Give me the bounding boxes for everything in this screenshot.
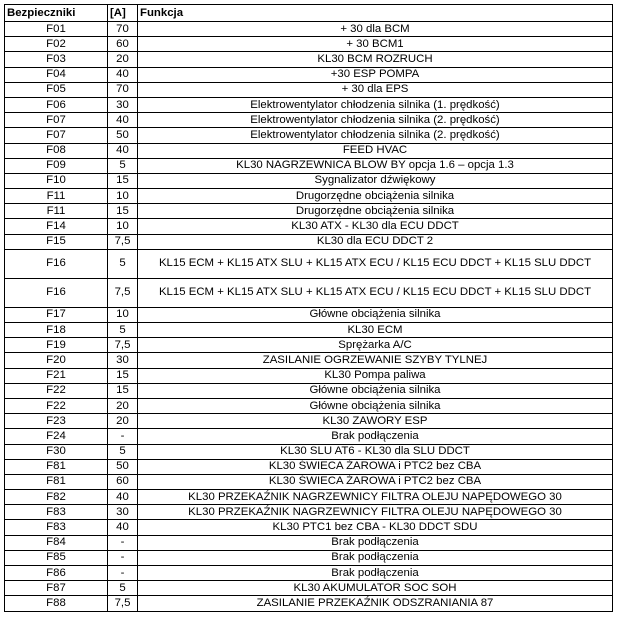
table-row: [5, 67, 613, 82]
table-row: [5, 82, 613, 97]
table-row: [5, 581, 613, 596]
fuse-cell: F04: [5, 67, 108, 82]
fuse-cell: F16: [5, 249, 108, 278]
fuse-cell: F85: [5, 550, 108, 565]
function-cell: Elektrowentylator chłodzenia silnika (1. prędkość): [138, 97, 613, 112]
table-row: [5, 596, 613, 611]
fuse-cell: F86: [5, 566, 108, 581]
function-cell: + 30 dla BCM: [138, 22, 613, 37]
fuse-cell: F11: [5, 204, 108, 219]
fuse-cell: F22: [5, 398, 108, 413]
table-row: [5, 278, 613, 307]
function-cell: + 30 dla EPS: [138, 82, 613, 97]
amp-cell: 5: [108, 581, 138, 596]
amp-cell: 50: [108, 459, 138, 474]
function-cell: KL30 Pompa paliwa: [138, 368, 613, 383]
table-row: [5, 566, 613, 581]
fuse-cell: F08: [5, 143, 108, 158]
function-cell: Główne obciążenia silnika: [138, 307, 613, 322]
table-row: [5, 307, 613, 322]
fuse-cell: F30: [5, 444, 108, 459]
amp-cell: 20: [108, 398, 138, 413]
table-row: [5, 22, 613, 37]
function-cell: KL15 ECM + KL15 ATX SLU + KL15 ATX ECU / KL15 ECU DDCT + KL15 SLU DDCT: [138, 249, 613, 278]
amp-cell: 40: [108, 113, 138, 128]
fuse-cell: F20: [5, 353, 108, 368]
amp-cell: -: [108, 550, 138, 565]
table-row: [5, 219, 613, 234]
table-row: [5, 490, 613, 505]
function-cell: Sprężarka A/C: [138, 338, 613, 353]
amp-cell: 7,5: [108, 596, 138, 611]
fuse-cell: F06: [5, 97, 108, 112]
table-row: [5, 52, 613, 67]
table-row: [5, 429, 613, 444]
fuse-cell: F81: [5, 474, 108, 489]
fuse-cell: F87: [5, 581, 108, 596]
table-row: [5, 474, 613, 489]
amp-cell: 40: [108, 143, 138, 158]
table-row: [5, 128, 613, 143]
amp-cell: 7,5: [108, 234, 138, 249]
function-cell: Elektrowentylator chłodzenia silnika (2. prędkość): [138, 128, 613, 143]
amp-cell: 60: [108, 37, 138, 52]
fuse-cell: F02: [5, 37, 108, 52]
fuse-cell: F03: [5, 52, 108, 67]
amp-cell: 10: [108, 219, 138, 234]
amp-cell: -: [108, 535, 138, 550]
fuse-cell: F17: [5, 307, 108, 322]
table-row: [5, 204, 613, 219]
table-row: [5, 383, 613, 398]
fuse-cell: F16: [5, 278, 108, 307]
table-row: [5, 550, 613, 565]
fuse-cell: F01: [5, 22, 108, 37]
fuse-cell: F24: [5, 429, 108, 444]
function-cell: KL30 PRZEKAŹNIK NAGRZEWNICY FILTRA OLEJU NAPĘDOWEGO 30: [138, 505, 613, 520]
fuse-cell: F07: [5, 113, 108, 128]
amp-cell: 70: [108, 82, 138, 97]
fuse-cell: F21: [5, 368, 108, 383]
amp-cell: 40: [108, 67, 138, 82]
fuse-cell: F84: [5, 535, 108, 550]
function-cell: Drugorzędne obciążenia silnika: [138, 204, 613, 219]
amp-cell: -: [108, 429, 138, 444]
amp-cell: 15: [108, 173, 138, 188]
fuse-cell: F14: [5, 219, 108, 234]
table-row: [5, 173, 613, 188]
table-row: [5, 520, 613, 535]
table-row: [5, 535, 613, 550]
function-cell: KL30 ŚWIECA ŻAROWA i PTC2 bez CBA: [138, 474, 613, 489]
function-cell: KL30 PTC1 bez CBA - KL30 DDCT SDU: [138, 520, 613, 535]
table-row: [5, 338, 613, 353]
table-row: [5, 353, 613, 368]
amp-cell: 5: [108, 323, 138, 338]
function-cell: KL30 dla ECU DDCT 2: [138, 234, 613, 249]
function-cell: Brak podłączenia: [138, 429, 613, 444]
amp-cell: 50: [108, 128, 138, 143]
fuse-cell: F83: [5, 505, 108, 520]
function-cell: Główne obciążenia silnika: [138, 383, 613, 398]
table-row: [5, 234, 613, 249]
fuse-cell: F81: [5, 459, 108, 474]
fuse-cell: F09: [5, 158, 108, 173]
amp-cell: 5: [108, 444, 138, 459]
amp-cell: 40: [108, 490, 138, 505]
amp-cell: 30: [108, 505, 138, 520]
amp-cell: 10: [108, 189, 138, 204]
header-function: Funkcja: [138, 5, 613, 22]
fuse-cell: F07: [5, 128, 108, 143]
fuse-table: [4, 4, 613, 612]
table-row: [5, 398, 613, 413]
amp-cell: 5: [108, 249, 138, 278]
fuse-cell: F05: [5, 82, 108, 97]
function-cell: + 30 BCM1: [138, 37, 613, 52]
function-cell: ZASILANIE PRZEKAŹNIK ODSZRANIANIA 87: [138, 596, 613, 611]
amp-cell: 7,5: [108, 278, 138, 307]
table-row: [5, 444, 613, 459]
table-row: [5, 143, 613, 158]
table-row: [5, 505, 613, 520]
amp-cell: 15: [108, 383, 138, 398]
amp-cell: 60: [108, 474, 138, 489]
fuse-cell: F18: [5, 323, 108, 338]
function-cell: KL30 ŚWIECA ŻAROWA i PTC2 bez CBA: [138, 459, 613, 474]
header-amp: [A]: [108, 5, 138, 22]
amp-cell: -: [108, 566, 138, 581]
amp-cell: 30: [108, 353, 138, 368]
function-cell: KL30 ZAWORY ESP: [138, 414, 613, 429]
table-row: [5, 249, 613, 278]
header-fuse: Bezpieczniki: [5, 5, 108, 22]
table-row: [5, 459, 613, 474]
function-cell: Brak podłączenia: [138, 550, 613, 565]
function-cell: Brak podłączenia: [138, 535, 613, 550]
fuse-cell: F23: [5, 414, 108, 429]
function-cell: Główne obciążenia silnika: [138, 398, 613, 413]
function-cell: KL30 AKUMULATOR SOC SOH: [138, 581, 613, 596]
function-cell: Elektrowentylator chłodzenia silnika (2. prędkość): [138, 113, 613, 128]
function-cell: KL15 ECM + KL15 ATX SLU + KL15 ATX ECU / KL15 ECU DDCT + KL15 SLU DDCT: [138, 278, 613, 307]
amp-cell: 15: [108, 204, 138, 219]
amp-cell: 5: [108, 158, 138, 173]
amp-cell: 20: [108, 52, 138, 67]
fuse-cell: F88: [5, 596, 108, 611]
fuse-cell: F19: [5, 338, 108, 353]
fuse-cell: F82: [5, 490, 108, 505]
function-cell: FEED HVAC: [138, 143, 613, 158]
function-cell: +30 ESP POMPA: [138, 67, 613, 82]
table-row: [5, 158, 613, 173]
fuse-cell: F11: [5, 189, 108, 204]
function-cell: Sygnalizator dźwiękowy: [138, 173, 613, 188]
function-cell: KL30 ATX - KL30 dla ECU DDCT: [138, 219, 613, 234]
amp-cell: 10: [108, 307, 138, 322]
table-row: [5, 368, 613, 383]
table-row: [5, 97, 613, 112]
fuse-cell: F10: [5, 173, 108, 188]
amp-cell: 30: [108, 97, 138, 112]
header-row: [5, 5, 613, 22]
table-row: [5, 113, 613, 128]
fuse-table-container: [4, 4, 613, 612]
function-cell: ZASILANIE OGRZEWANIE SZYBY TYLNEJ: [138, 353, 613, 368]
function-cell: KL30 NAGRZEWNICA BLOW BY opcja 1.6 – opcja 1.3: [138, 158, 613, 173]
amp-cell: 15: [108, 368, 138, 383]
fuse-table-body: [5, 22, 613, 612]
table-row: [5, 414, 613, 429]
function-cell: KL30 ECM: [138, 323, 613, 338]
function-cell: Brak podłączenia: [138, 566, 613, 581]
amp-cell: 70: [108, 22, 138, 37]
function-cell: Drugorzędne obciążenia silnika: [138, 189, 613, 204]
amp-cell: 7,5: [108, 338, 138, 353]
table-row: [5, 323, 613, 338]
fuse-cell: F83: [5, 520, 108, 535]
function-cell: KL30 BCM ROZRUCH: [138, 52, 613, 67]
function-cell: KL30 PRZEKAŹNIK NAGRZEWNICY FILTRA OLEJU NAPĘDOWEGO 30: [138, 490, 613, 505]
table-row: [5, 37, 613, 52]
fuse-cell: F15: [5, 234, 108, 249]
amp-cell: 40: [108, 520, 138, 535]
function-cell: KL30 SLU AT6 - KL30 dla SLU DDCT: [138, 444, 613, 459]
amp-cell: 20: [108, 414, 138, 429]
fuse-cell: F22: [5, 383, 108, 398]
table-row: [5, 189, 613, 204]
